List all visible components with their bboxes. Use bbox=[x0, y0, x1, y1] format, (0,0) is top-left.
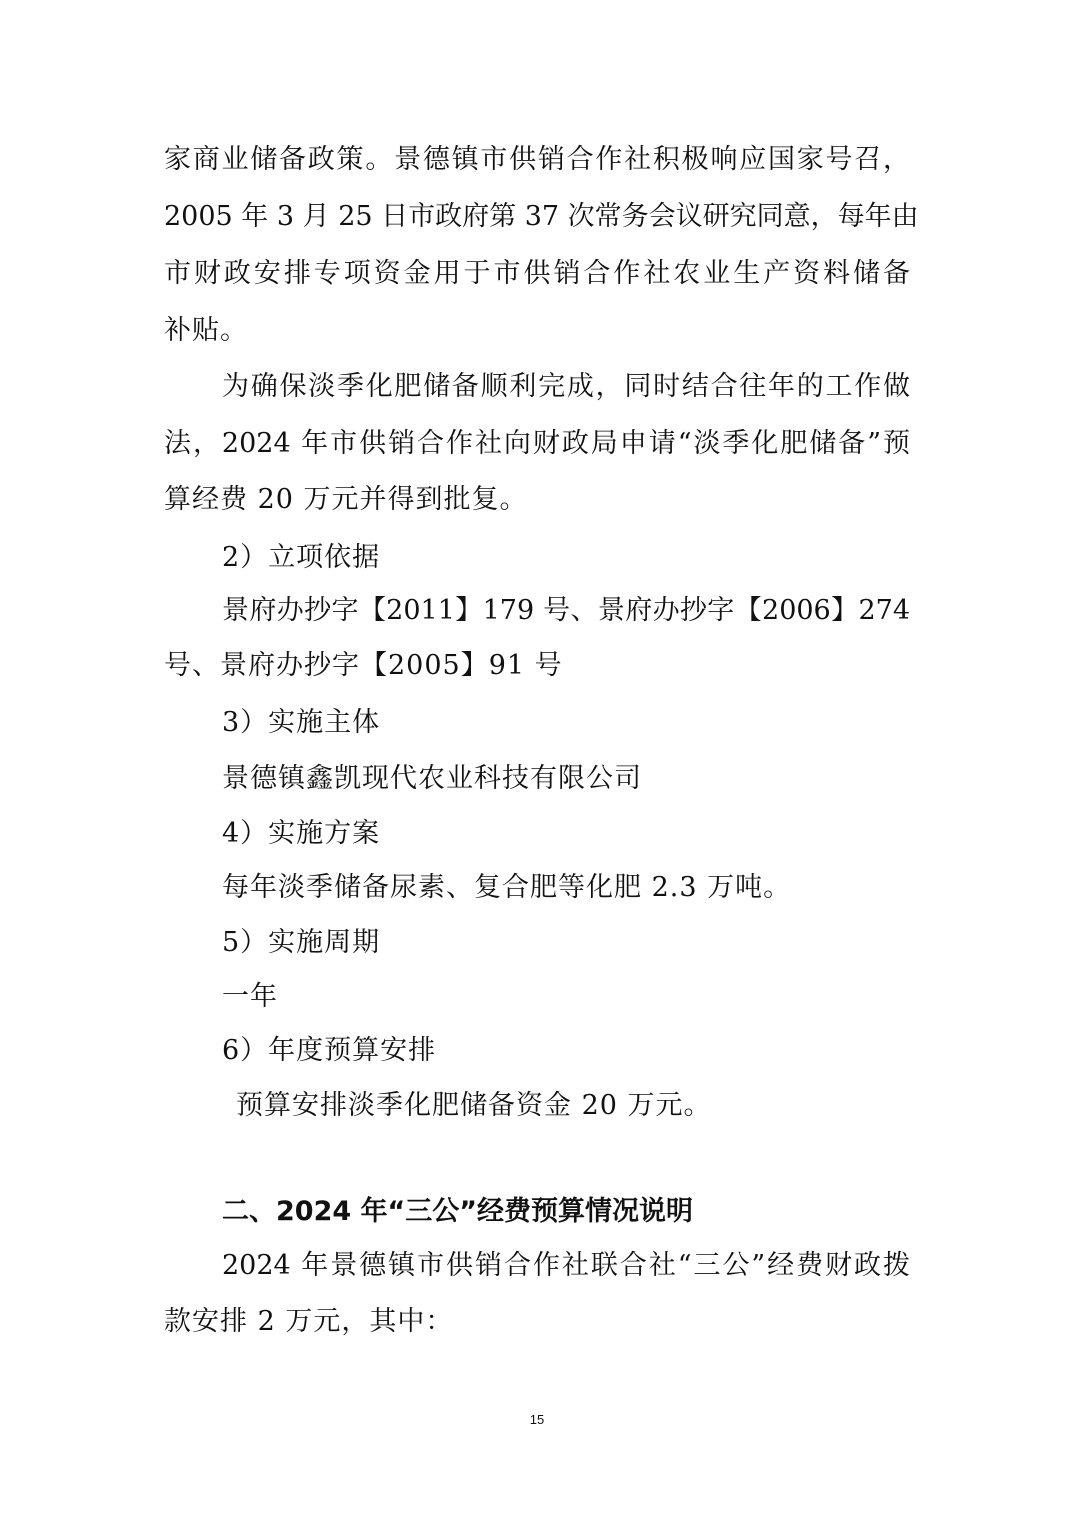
item-title: 5）实施周期 bbox=[222, 927, 381, 958]
paragraph-line: 款安排 2 万元，其中： bbox=[164, 1306, 454, 1337]
item-text: 每年淡季储备尿素、复合肥等化肥 2.3 万吨。 bbox=[222, 872, 792, 903]
paragraph-line: 家商业储备政策。景德镇市供销合作社积极响应国家号召， bbox=[164, 144, 910, 175]
item-title: 3）实施主体 bbox=[222, 707, 381, 738]
item-text: 景德镇鑫凯现代农业科技有限公司 bbox=[222, 763, 642, 794]
item-title: 2）立项依据 bbox=[222, 542, 381, 573]
paragraph-line: 算经费 20 万元并得到批复。 bbox=[164, 484, 528, 515]
paragraph-line: 法，2024 年市供销合作社向财政局申请“淡季化肥储备”预 bbox=[164, 428, 910, 459]
paragraph-line: 补贴。 bbox=[164, 315, 248, 346]
paragraph-line: 2024 年景德镇市供销合作社联合社“三公”经费财政拨 bbox=[222, 1250, 910, 1281]
item-title: 6）年度预算安排 bbox=[222, 1035, 437, 1066]
paragraph-line: 为确保淡季化肥储备顺利完成，同时结合往年的工作做 bbox=[222, 371, 910, 402]
item-text: 预算安排淡季化肥储备资金 20 万元。 bbox=[236, 1090, 712, 1121]
item-text: 一年 bbox=[222, 981, 278, 1012]
paragraph-line: 2005 年 3 月 25 日市政府第 37 次常务会议研究同意，每年由 bbox=[164, 201, 919, 232]
section-heading: 二、2024 年“三公”经费预算情况说明 bbox=[222, 1196, 694, 1227]
item-text: 景府办抄字【2011】179 号、景府办抄字【2006】274 bbox=[222, 595, 910, 626]
item-text: 号、景府办抄字【2005】91 号 bbox=[164, 650, 563, 681]
page-number: 15 bbox=[529, 1412, 545, 1427]
item-title: 4）实施方案 bbox=[222, 818, 381, 849]
paragraph-line: 市财政安排专项资金用于市供销合作社农业生产资料储备 bbox=[164, 258, 910, 289]
